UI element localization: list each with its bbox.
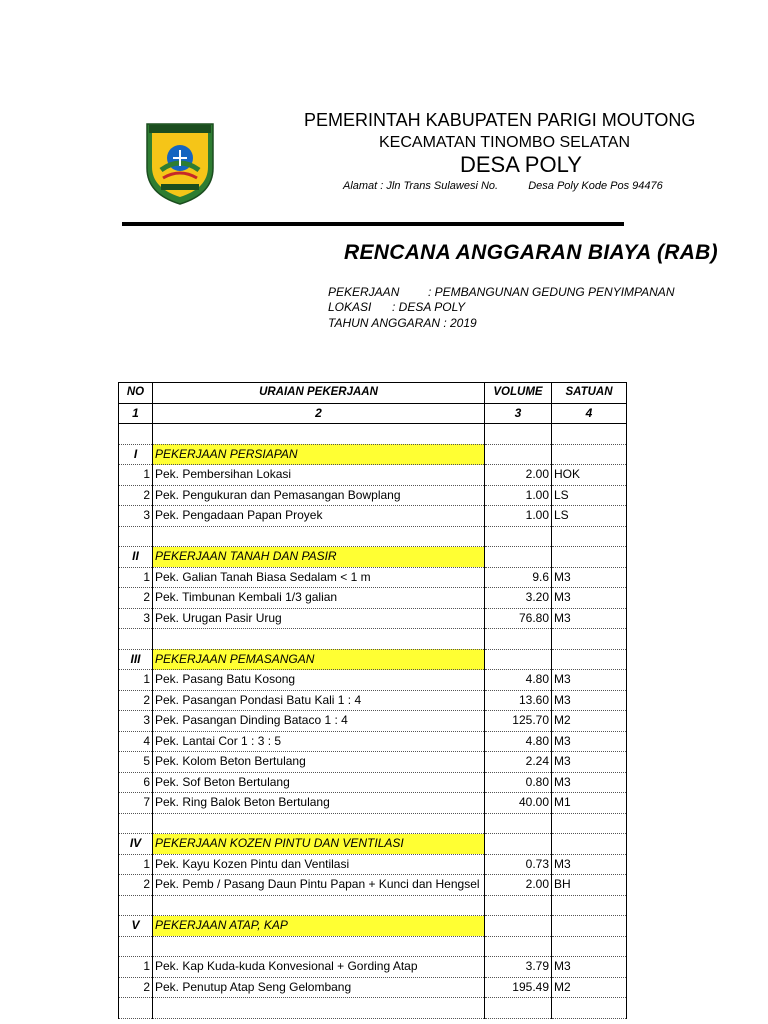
volume-cell (485, 649, 552, 670)
table-row (119, 608, 627, 629)
empty-cell (552, 526, 627, 547)
meta-pekerjaan-value: : PEMBANGUNAN GEDUNG PENYIMPANAN (428, 285, 675, 299)
item-description: Pek. Pemb / Pasang Daun Pintu Papan + Kunci dan Hengsel (153, 875, 485, 896)
empty-cell (485, 526, 552, 547)
regency-emblem-icon (143, 120, 217, 206)
item-unit: HOK (552, 465, 627, 486)
empty-cell (153, 629, 485, 650)
meta-pekerjaan (328, 285, 674, 299)
section-row (119, 916, 627, 937)
document-title: RENCANA ANGGARAN BIAYA (RAB) (344, 241, 718, 264)
item-description: Pek. Pasang Batu Kosong (153, 670, 485, 691)
volume-cell (485, 834, 552, 855)
item-unit: M2 (552, 711, 627, 732)
item-description: Pek. Kolom Beton Bertulang (153, 752, 485, 773)
empty-cell (485, 998, 552, 1019)
unit-cell (552, 916, 627, 937)
item-description: Pek. Sof Beton Bertulang (153, 772, 485, 793)
item-number: 1 (119, 465, 153, 486)
section-title: PEKERJAAN TANAH DAN PASIR (153, 547, 485, 568)
section-number: I (119, 444, 153, 465)
blank-row (119, 998, 627, 1019)
section-row (119, 834, 627, 855)
village-heading: DESA POLY (460, 152, 582, 177)
table-row (119, 957, 627, 978)
item-number: 3 (119, 608, 153, 629)
item-volume: 13.60 (485, 690, 552, 711)
section-row (119, 547, 627, 568)
empty-cell (153, 895, 485, 916)
address-line (343, 180, 663, 192)
item-number: 2 (119, 690, 153, 711)
item-number: 2 (119, 977, 153, 998)
item-number: 5 (119, 752, 153, 773)
unit-cell (552, 547, 627, 568)
section-row (119, 444, 627, 465)
empty-cell (119, 813, 153, 834)
item-description: Pek. Pasangan Dinding Bataco 1 : 4 (153, 711, 485, 732)
rab-table (118, 382, 627, 1019)
empty-cell (485, 895, 552, 916)
item-volume: 1.00 (485, 485, 552, 506)
empty-cell (153, 936, 485, 957)
item-unit: M3 (552, 588, 627, 609)
item-volume: 9.6 (485, 567, 552, 588)
empty-cell (153, 424, 485, 445)
table-row (119, 690, 627, 711)
empty-cell (485, 813, 552, 834)
item-volume: 40.00 (485, 793, 552, 814)
empty-cell (552, 895, 627, 916)
empty-cell (552, 813, 627, 834)
item-unit: M2 (552, 977, 627, 998)
unit-cell (552, 649, 627, 670)
district-heading: KECAMATAN TINOMBO SELATAN (379, 134, 630, 151)
item-volume: 2.00 (485, 465, 552, 486)
colnum-4: 4 (552, 403, 627, 424)
item-number: 7 (119, 793, 153, 814)
item-number: 3 (119, 711, 153, 732)
item-volume: 0.73 (485, 854, 552, 875)
item-number: 1 (119, 567, 153, 588)
section-title: PEKERJAAN ATAP, KAP (153, 916, 485, 937)
government-heading: PEMERINTAH KABUPATEN PARIGI MOUTONG (304, 110, 696, 130)
item-volume: 195.49 (485, 977, 552, 998)
item-volume: 4.80 (485, 670, 552, 691)
item-number: 4 (119, 731, 153, 752)
address-street: Alamat : Jln Trans Sulawesi No. (343, 180, 499, 192)
item-volume: 2.24 (485, 752, 552, 773)
section-title: PEKERJAAN KOZEN PINTU DAN VENTILASI (153, 834, 485, 855)
section-title: PEKERJAAN PERSIAPAN (153, 444, 485, 465)
table-row (119, 711, 627, 732)
item-volume: 3.20 (485, 588, 552, 609)
unit-cell (552, 444, 627, 465)
empty-cell (119, 526, 153, 547)
item-number: 2 (119, 875, 153, 896)
colnum-1: 1 (119, 403, 153, 424)
item-unit: M3 (552, 690, 627, 711)
table-row (119, 772, 627, 793)
empty-cell (119, 629, 153, 650)
item-unit: M3 (552, 854, 627, 875)
meta-pekerjaan-key: PEKERJAAN (328, 285, 400, 299)
item-number: 1 (119, 670, 153, 691)
meta-lokasi (328, 300, 465, 314)
section-number: V (119, 916, 153, 937)
table-row (119, 506, 627, 527)
table-row (119, 670, 627, 691)
item-unit: M3 (552, 608, 627, 629)
header-volume: VOLUME (485, 383, 552, 404)
table-row (119, 731, 627, 752)
blank-row (119, 895, 627, 916)
table-row (119, 485, 627, 506)
item-unit: M3 (552, 957, 627, 978)
item-unit: M1 (552, 793, 627, 814)
table-row (119, 793, 627, 814)
empty-cell (153, 526, 485, 547)
colnum-3: 3 (485, 403, 552, 424)
section-row (119, 649, 627, 670)
empty-cell (552, 424, 627, 445)
item-description: Pek. Pengukuran dan Pemasangan Bowplang (153, 485, 485, 506)
colnum-2: 2 (153, 403, 485, 424)
item-volume: 1.00 (485, 506, 552, 527)
item-description: Pek. Lantai Cor 1 : 3 : 5 (153, 731, 485, 752)
section-title: PEKERJAAN PEMASANGAN (153, 649, 485, 670)
empty-cell (485, 629, 552, 650)
item-description: Pek. Pasangan Pondasi Batu Kali 1 : 4 (153, 690, 485, 711)
empty-cell (119, 998, 153, 1019)
item-unit: M3 (552, 567, 627, 588)
empty-cell (119, 895, 153, 916)
table-column-number-row (119, 403, 627, 424)
item-unit: M3 (552, 752, 627, 773)
item-volume: 125.70 (485, 711, 552, 732)
empty-cell (552, 936, 627, 957)
item-unit: M3 (552, 670, 627, 691)
table-row (119, 854, 627, 875)
item-unit: M3 (552, 731, 627, 752)
blank-row (119, 813, 627, 834)
blank-row (119, 629, 627, 650)
table-row (119, 588, 627, 609)
blank-row (119, 526, 627, 547)
meta-lokasi-key: LOKASI (328, 300, 372, 314)
item-description: Pek. Pembersihan Lokasi (153, 465, 485, 486)
header-divider (122, 222, 624, 226)
table-row (119, 752, 627, 773)
item-number: 1 (119, 957, 153, 978)
item-number: 1 (119, 854, 153, 875)
item-volume: 76.80 (485, 608, 552, 629)
meta-lokasi-value: : DESA POLY (392, 300, 466, 314)
blank-row (119, 936, 627, 957)
item-description: Pek. Penutup Atap Seng Gelombang (153, 977, 485, 998)
item-number: 3 (119, 506, 153, 527)
volume-cell (485, 547, 552, 568)
table-row (119, 567, 627, 588)
empty-cell (485, 936, 552, 957)
blank-row (119, 424, 627, 445)
empty-cell (153, 998, 485, 1019)
volume-cell (485, 444, 552, 465)
section-number: IV (119, 834, 153, 855)
address-postal: Desa Poly Kode Pos 94476 (528, 180, 663, 192)
table-header-row (119, 383, 627, 404)
item-unit: LS (552, 485, 627, 506)
item-volume: 4.80 (485, 731, 552, 752)
item-description: Pek. Kap Kuda-kuda Konvesional + Gording Atap (153, 957, 485, 978)
item-description: Pek. Urugan Pasir Urug (153, 608, 485, 629)
header-satuan: SATUAN (552, 383, 627, 404)
unit-cell (552, 834, 627, 855)
item-number: 2 (119, 588, 153, 609)
empty-cell (119, 424, 153, 445)
item-description: Pek. Timbunan Kembali 1/3 galian (153, 588, 485, 609)
empty-cell (552, 998, 627, 1019)
volume-cell (485, 916, 552, 937)
section-number: II (119, 547, 153, 568)
table-row (119, 875, 627, 896)
item-number: 6 (119, 772, 153, 793)
item-volume: 2.00 (485, 875, 552, 896)
empty-cell (485, 424, 552, 445)
item-volume: 3.79 (485, 957, 552, 978)
item-unit: LS (552, 506, 627, 527)
item-description: Pek. Ring Balok Beton Bertulang (153, 793, 485, 814)
item-unit: BH (552, 875, 627, 896)
section-number: III (119, 649, 153, 670)
item-number: 2 (119, 485, 153, 506)
item-description: Pek. Pengadaan Papan Proyek (153, 506, 485, 527)
item-description: Pek. Kayu Kozen Pintu dan Ventilasi (153, 854, 485, 875)
table-row (119, 977, 627, 998)
item-unit: M3 (552, 772, 627, 793)
empty-cell (552, 629, 627, 650)
header-no: NO (119, 383, 153, 404)
empty-cell (119, 936, 153, 957)
header-uraian: URAIAN PEKERJAAN (153, 383, 485, 404)
item-description: Pek. Galian Tanah Biasa Sedalam < 1 m (153, 567, 485, 588)
empty-cell (153, 813, 485, 834)
item-volume: 0.80 (485, 772, 552, 793)
meta-tahun: TAHUN ANGGARAN : 2019 (328, 316, 477, 330)
table-row (119, 465, 627, 486)
